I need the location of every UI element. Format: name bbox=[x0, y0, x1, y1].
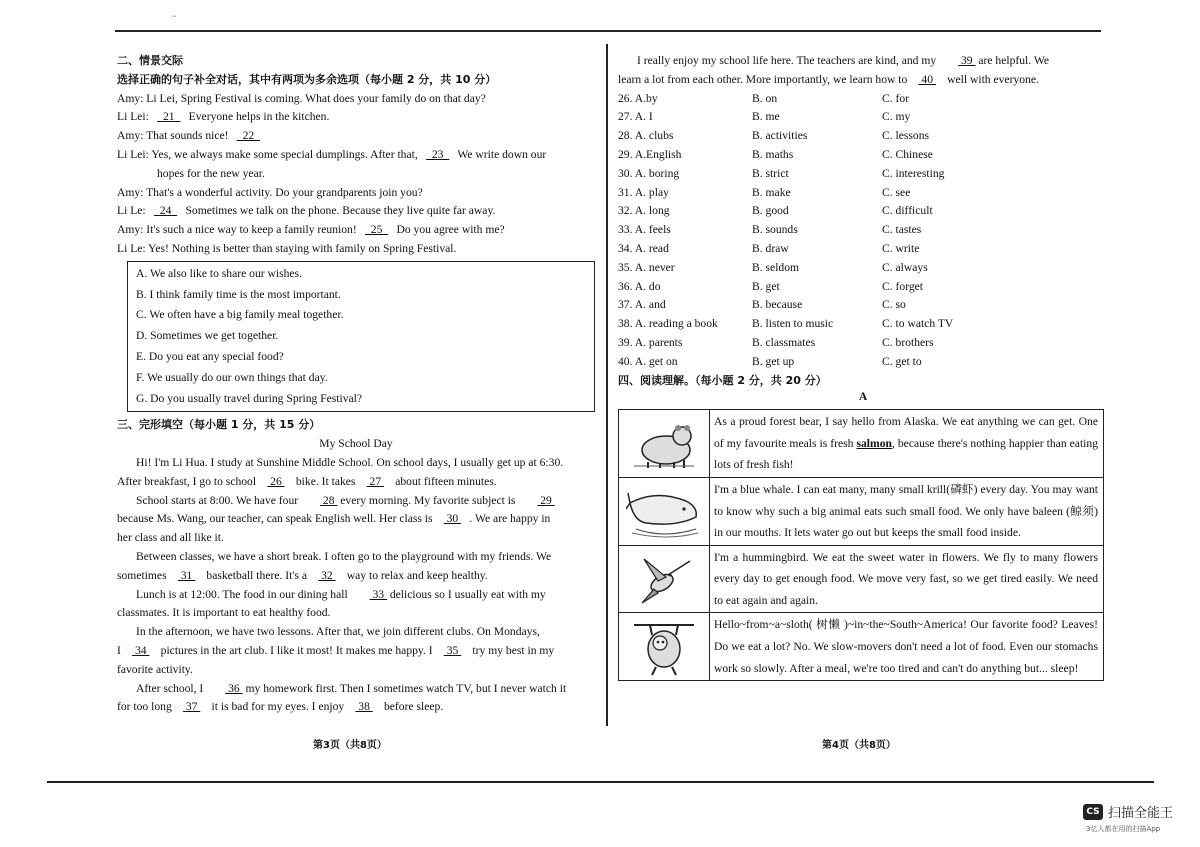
page-footer-left: 第3页（共8页） bbox=[313, 740, 387, 751]
passage-line: Between classes, we have a short break. I often go to the playground with my friends. We bbox=[136, 549, 552, 563]
question-row bbox=[618, 202, 1108, 221]
column-divider bbox=[606, 44, 608, 726]
passage-line: School starts at 8:00. We have four 28 every morning. My favorite subject is 29 bbox=[117, 492, 595, 511]
option-a: 30. A. boring bbox=[618, 166, 680, 180]
option-c: C. to watch TV bbox=[882, 317, 954, 331]
bear-icon bbox=[619, 410, 710, 477]
reading-table bbox=[618, 409, 1104, 681]
option-c: C. always bbox=[882, 260, 928, 274]
option-a: 31. A. play bbox=[618, 185, 669, 199]
option-b: B. sounds bbox=[752, 223, 798, 237]
answer-blank: 24 bbox=[153, 204, 178, 218]
dialogue-line: hopes for the new year. bbox=[157, 166, 265, 180]
reading-text: I'm a hummingbird. We eat the sweet water in flowers. We fly to many flowers every day to get enough food. We move very fast, so we get tired easily. We need to eat again and again. bbox=[714, 550, 1098, 607]
option-a: 40. A. get on bbox=[618, 354, 678, 368]
question-row bbox=[618, 221, 1108, 240]
option-a: 26. A.by bbox=[618, 91, 658, 105]
passage-line: classmates. It is important to eat healthy food. bbox=[117, 606, 331, 620]
option-a: 39. A. parents bbox=[618, 335, 683, 349]
option-item: G. Do you usually travel during Spring Festival? bbox=[136, 391, 363, 405]
question-row bbox=[618, 315, 1108, 334]
question-row bbox=[618, 353, 1108, 372]
passage-line: for too long 37 it is bad for my eyes. I enjoy 38 before sleep. bbox=[117, 698, 595, 717]
cloze-blank: 28 bbox=[320, 493, 338, 507]
passage-title: My School Day bbox=[319, 437, 393, 451]
left-column bbox=[117, 52, 595, 717]
dialogue-line: Amy: It's such a nice way to keep a family reunion! 25 Do you agree with me? bbox=[117, 221, 595, 240]
option-c: C. get to bbox=[882, 354, 922, 368]
option-a: 27. A. I bbox=[618, 110, 653, 124]
whale-icon bbox=[619, 478, 710, 545]
option-a: 38. A. reading a book bbox=[618, 317, 718, 331]
passage-line: In the afternoon, we have two lessons. After that, we join different clubs. On Mondays, bbox=[136, 625, 540, 639]
option-b: B. get bbox=[752, 279, 780, 293]
passage-line: Hi! I'm Li Hua. I study at Sunshine Middle School. On school days, I usually get up at 6:30. bbox=[136, 455, 564, 469]
cloze-blank: 35 bbox=[443, 643, 462, 657]
cloze-questions bbox=[618, 90, 1108, 372]
option-b: B. activities bbox=[752, 129, 808, 143]
question-row bbox=[618, 278, 1108, 297]
question-row bbox=[618, 240, 1108, 259]
option-a: 32. A. long bbox=[618, 204, 670, 218]
cloze-blank: 30 bbox=[443, 512, 462, 526]
hummingbird-icon bbox=[619, 546, 710, 613]
reading-row bbox=[619, 477, 1103, 545]
passage-line: favorite activity. bbox=[117, 662, 193, 676]
option-box bbox=[127, 261, 595, 413]
watermark-tagline: 3亿人都在用的扫描App bbox=[1086, 825, 1161, 833]
scanner-watermark bbox=[1083, 802, 1173, 821]
cloze-blank: 37 bbox=[182, 700, 201, 714]
cloze-blank: 40 bbox=[918, 72, 936, 86]
question-row bbox=[618, 90, 1108, 109]
page-footer-right: 第4页（共8页） bbox=[822, 740, 896, 751]
question-row bbox=[618, 108, 1108, 127]
option-a: 36. A. do bbox=[618, 279, 661, 293]
dialogue-line: Li Le: 24 Sometimes we talk on the phone. Because they live quite far away. bbox=[117, 202, 595, 221]
option-c: C. tastes bbox=[882, 223, 922, 237]
dialogue-line: Amy: That's a wonderful activity. Do your grandparents join you? bbox=[117, 185, 423, 199]
cloze-blank: 39 bbox=[958, 54, 976, 67]
cloze-blank: 36 bbox=[225, 681, 243, 695]
cloze-passage bbox=[117, 454, 595, 717]
cloze-blank: 27 bbox=[366, 474, 385, 488]
option-b: B. listen to music bbox=[752, 317, 834, 331]
dialogue-line: Li Lei: Yes, we always make some special dumplings. After that, 23 We write down our bbox=[117, 146, 595, 165]
question-row bbox=[618, 334, 1108, 353]
option-c: C. so bbox=[882, 298, 906, 312]
cloze-blank: 38 bbox=[355, 700, 373, 714]
passage-line: I really enjoy my school life here. The teachers are kind, and my 39 are helpful. We bbox=[618, 52, 1108, 71]
option-c: C. difficult bbox=[882, 204, 933, 218]
section3-heading: 三、完形填空（每小题 1 分，共 15 分） bbox=[117, 418, 321, 432]
dialogue-line: Amy: Li Lei, Spring Festival is coming. What does your family do on that day? bbox=[117, 91, 486, 105]
option-a: 35. A. never bbox=[618, 260, 675, 274]
question-row bbox=[618, 296, 1108, 315]
option-b: B. maths bbox=[752, 147, 794, 161]
cloze-passage-end bbox=[618, 52, 1108, 90]
option-b: B. get up bbox=[752, 354, 795, 368]
right-column bbox=[618, 52, 1108, 681]
dialogue-line: Li Lei: 21 Everyone helps in the kitchen. bbox=[117, 108, 595, 127]
option-a: 37. A. and bbox=[618, 298, 666, 312]
cloze-blank: 32 bbox=[318, 568, 336, 582]
cloze-blank: 34 bbox=[132, 643, 150, 657]
option-item: F. We usually do our own things that day. bbox=[136, 370, 328, 384]
passage-line: because Ms. Wang, our teacher, can speak English well. Her class is 30 . We are happy in bbox=[117, 510, 595, 529]
option-item: C. We often have a big family meal together. bbox=[136, 308, 344, 322]
reading-row bbox=[619, 410, 1103, 477]
question-row bbox=[618, 127, 1108, 146]
highlighted-word: salmon bbox=[856, 436, 892, 450]
passage-line: her class and all like it. bbox=[117, 531, 224, 545]
option-item: D. Sometimes we get together. bbox=[136, 329, 279, 343]
option-c: C. Chinese bbox=[882, 147, 933, 161]
passage-line: Lunch is at 12:00. The food in our dining hall 33 delicious so I usually eat with my bbox=[117, 586, 595, 605]
option-item: B. I think family time is the most important. bbox=[136, 287, 341, 301]
option-c: C. write bbox=[882, 241, 920, 255]
option-b: B. because bbox=[752, 298, 803, 312]
cloze-blank: 31 bbox=[177, 568, 196, 582]
option-c: C. see bbox=[882, 185, 911, 199]
answer-blank: 21 bbox=[157, 110, 181, 124]
option-a: 33. A. feels bbox=[618, 223, 671, 237]
top-rule bbox=[115, 30, 1101, 32]
reading-row bbox=[619, 612, 1103, 680]
option-a: 28. A. clubs bbox=[618, 129, 674, 143]
question-row bbox=[618, 184, 1108, 203]
option-b: B. seldom bbox=[752, 260, 800, 274]
cloze-blank: 33 bbox=[369, 587, 387, 601]
section4-heading: 四、阅读理解。（每小题 2 分，共 20 分） bbox=[618, 373, 827, 387]
reading-text: As a proud forest bear, I say hello from Alaska. We eat anything we can get. One of my favourite meals is fresh salmon, because there's nothing happier than eating lots of fresh fish! bbox=[714, 415, 1098, 472]
option-a: 29. A.English bbox=[618, 147, 682, 161]
option-c: C. for bbox=[882, 91, 910, 105]
option-b: B. strict bbox=[752, 166, 789, 180]
scan-speck: ~ bbox=[172, 12, 177, 21]
option-c: C. lessons bbox=[882, 129, 930, 143]
option-c: C. brothers bbox=[882, 335, 934, 349]
section2-heading: 二、情景交际 bbox=[117, 54, 183, 67]
camscanner-icon: CS bbox=[1083, 804, 1103, 820]
option-b: B. on bbox=[752, 91, 778, 105]
sloth-icon bbox=[619, 613, 710, 680]
section-a-label: A bbox=[858, 390, 868, 404]
option-c: C. interesting bbox=[882, 166, 945, 180]
option-item: A. We also like to share our wishes. bbox=[136, 266, 302, 280]
dialogue-line: Amy: That sounds nice! 22 bbox=[117, 127, 595, 146]
option-b: B. me bbox=[752, 110, 780, 124]
option-c: C. forget bbox=[882, 279, 924, 293]
answer-blank: 23 bbox=[426, 147, 450, 161]
passage-line: sometimes 31 basketball there. It's a 32 way to relax and keep healthy. bbox=[117, 567, 595, 586]
passage-line: After school, I 36 my homework first. Then I sometimes watch TV, but I never watch it bbox=[117, 680, 595, 699]
option-b: B. classmates bbox=[752, 335, 816, 349]
reading-text: Hello~from~a~sloth( 树懒 )~in~the~South~America! Our favorite food? Leaves! Do we eat a lot? No. We slow-movers don't need a lot of food. Even our stomachs work so slowly. After a meal, we're too tired and can't do anything but... sleep! bbox=[714, 618, 1098, 675]
answer-blank: 22 bbox=[236, 129, 261, 143]
passage-line: I 34 pictures in the art club. I like it most! It makes me happy. I 35 try my best in my bbox=[117, 642, 595, 661]
cloze-blank: 29 bbox=[537, 493, 555, 507]
option-a: 34. A. read bbox=[618, 241, 669, 255]
question-row bbox=[618, 165, 1108, 184]
answer-blank: 25 bbox=[365, 223, 389, 237]
reading-row bbox=[619, 545, 1103, 613]
bottom-rule bbox=[47, 781, 1154, 783]
option-item: E. Do you eat any special food? bbox=[136, 349, 284, 363]
passage-line: learn a lot from each other. More importantly, we learn how to 40 well with everyone. bbox=[618, 71, 1108, 90]
option-b: B. good bbox=[752, 204, 789, 218]
cloze-blank: 26 bbox=[267, 474, 285, 488]
question-row bbox=[618, 146, 1108, 165]
section2-instruction: 选择正确的句子补全对话，其中有两项为多余选项（每小题 2 分，共 10 分） bbox=[117, 72, 497, 86]
question-row bbox=[618, 259, 1108, 278]
dialogue-line: Li Le: Yes! Nothing is better than staying with family on Spring Festival. bbox=[117, 241, 457, 255]
passage-line: After breakfast, I go to school 26 bike. It takes 27 about fifteen minutes. bbox=[117, 473, 595, 492]
option-b: B. draw bbox=[752, 241, 789, 255]
watermark-name: 扫描全能王 bbox=[1108, 806, 1174, 821]
reading-text: I'm a blue whale. I can eat many, many small krill(磷虾) every day. You may want to know why such a big animal eats such small food. We only have baleen (鲸须) in our mouths. It lets water go out but keeps the small food inside. bbox=[714, 482, 1098, 540]
dialogue bbox=[117, 90, 595, 259]
option-b: B. make bbox=[752, 185, 791, 199]
option-c: C. my bbox=[882, 110, 911, 124]
